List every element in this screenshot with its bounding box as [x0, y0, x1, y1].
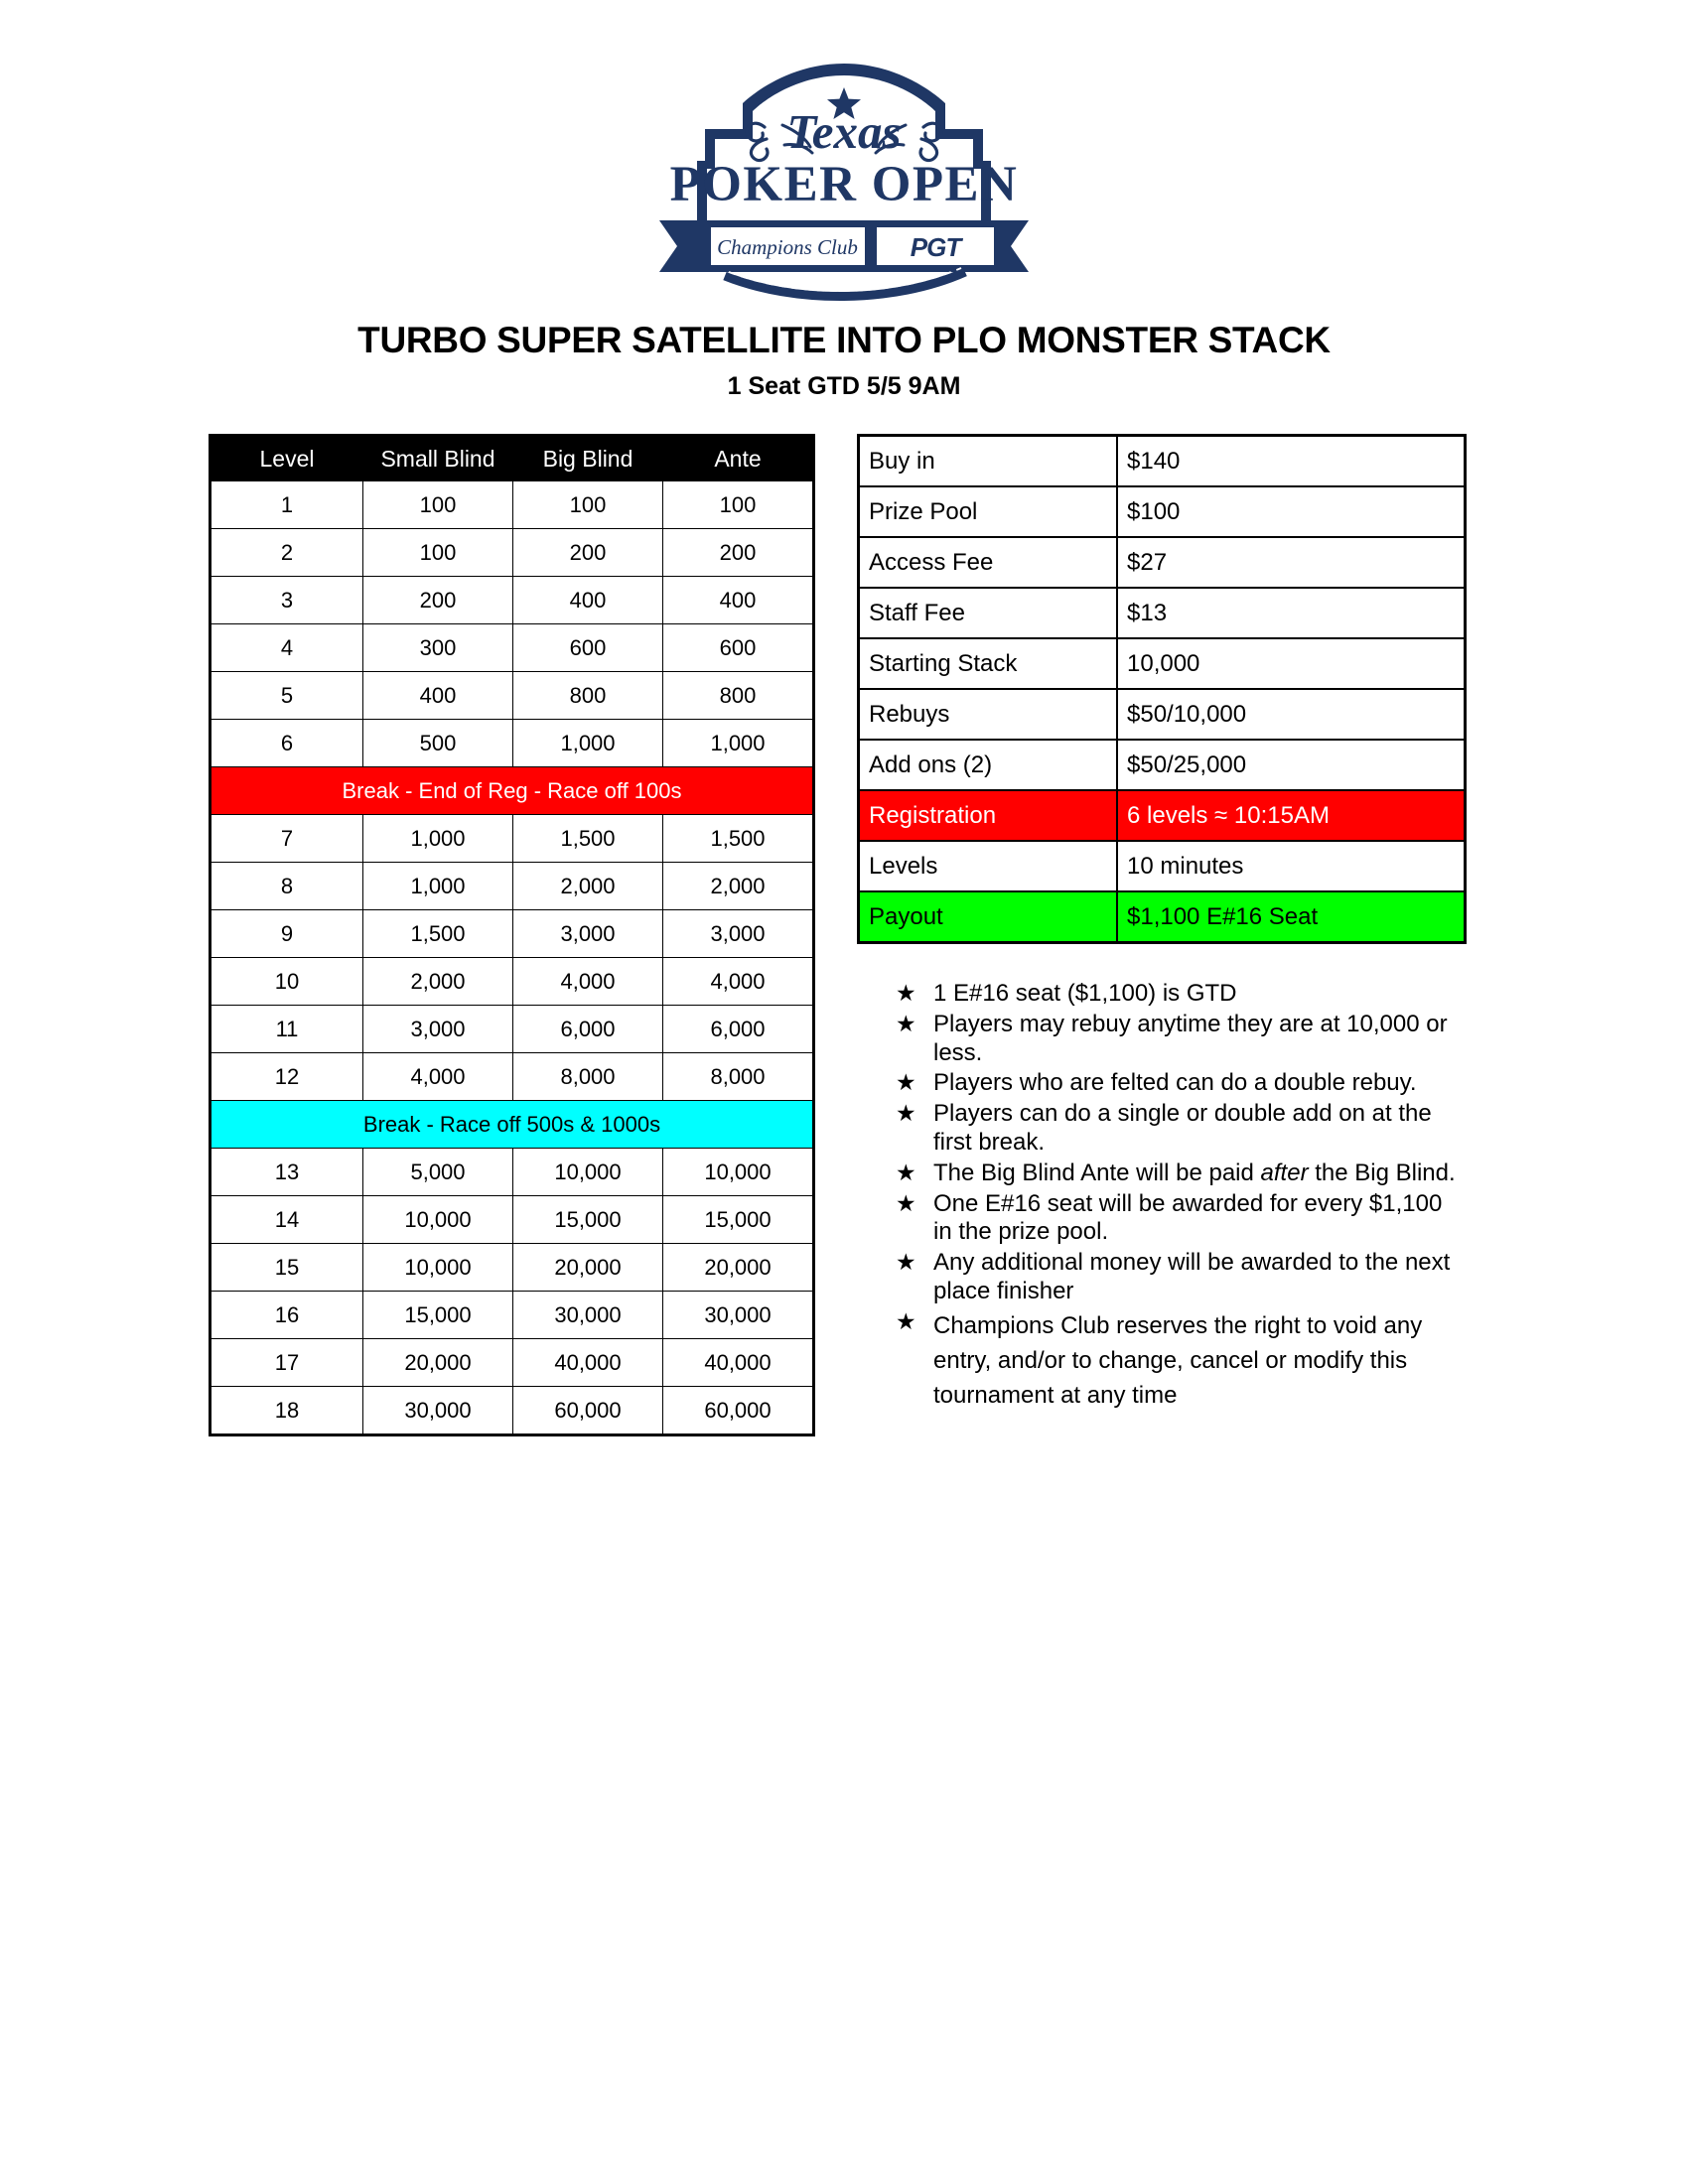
table-row [211, 624, 814, 672]
info-value: $50/25,000 [1117, 740, 1466, 790]
big-blind-cell: 600 [513, 624, 663, 672]
info-value: $140 [1117, 436, 1466, 487]
level-cell: 1 [211, 481, 363, 529]
level-cell: 10 [211, 958, 363, 1006]
tournament-logo [0, 0, 1688, 310]
level-cell: 15 [211, 1244, 363, 1292]
rule-text-pre: The Big Blind Ante will be paid [933, 1159, 1261, 1186]
small-blind-cell: 200 [363, 577, 513, 624]
ante-cell: 200 [663, 529, 814, 577]
list-item [896, 1308, 1467, 1413]
ante-cell: 100 [663, 481, 814, 529]
table-row [211, 910, 814, 958]
info-row [859, 638, 1466, 689]
ante-cell: 600 [663, 624, 814, 672]
table-row [211, 529, 814, 577]
rule-text: Any additional money will be awarded to the next place finisher [933, 1249, 1451, 1304]
info-column [857, 434, 1467, 1415]
ante-cell: 800 [663, 672, 814, 720]
info-label: Starting Stack [859, 638, 1118, 689]
break-label: Break - End of Reg - Race off 100s [211, 767, 814, 815]
ante-cell: 20,000 [663, 1244, 814, 1292]
level-cell: 5 [211, 672, 363, 720]
level-cell: 8 [211, 863, 363, 910]
big-blind-cell: 60,000 [513, 1387, 663, 1435]
list-item [896, 1160, 1467, 1188]
small-blind-cell: 30,000 [363, 1387, 513, 1435]
ante-cell: 30,000 [663, 1292, 814, 1339]
page-title: TURBO SUPER SATELLITE INTO PLO MONSTER STACK [357, 320, 1331, 360]
big-blind-cell: 1,000 [513, 720, 663, 767]
info-value: 10 minutes [1117, 841, 1466, 891]
table-row [211, 577, 814, 624]
info-row [859, 689, 1466, 740]
tournament-info-table [857, 434, 1467, 944]
table-row [211, 1196, 814, 1244]
ante-cell: 3,000 [663, 910, 814, 958]
level-cell: 9 [211, 910, 363, 958]
list-item [896, 980, 1467, 1009]
info-label: Payout [859, 891, 1118, 943]
page-subtitle: 1 Seat GTD 5/5 9AM [727, 372, 961, 400]
column-header-ante: Ante [663, 436, 814, 481]
rule-text: Players can do a single or double add on at the first break. [933, 1100, 1432, 1156]
rule-text: 1 E#16 seat ($1,100) is GTD [933, 980, 1237, 1007]
small-blind-cell: 2,000 [363, 958, 513, 1006]
info-value: $27 [1117, 537, 1466, 588]
ante-cell: 2,000 [663, 863, 814, 910]
info-row [859, 486, 1466, 537]
ante-cell: 15,000 [663, 1196, 814, 1244]
star-bullet-icon: ★ [896, 1100, 916, 1127]
ante-cell: 8,000 [663, 1053, 814, 1101]
table-row [211, 1292, 814, 1339]
info-table-body [859, 436, 1466, 943]
ante-cell: 4,000 [663, 958, 814, 1006]
logo-pgt-badge: PGT [910, 232, 961, 262]
level-cell: 12 [211, 1053, 363, 1101]
small-blind-cell: 400 [363, 672, 513, 720]
logo-ribbon-tail-right [1003, 220, 1029, 272]
structure-break-row [211, 1101, 814, 1149]
big-blind-cell: 200 [513, 529, 663, 577]
rule-text: Champions Club reserves the right to void any entry, and/or to change, cancel or modify this tournament at any time [933, 1311, 1423, 1409]
big-blind-cell: 100 [513, 481, 663, 529]
level-cell: 13 [211, 1149, 363, 1196]
table-row [211, 863, 814, 910]
info-label: Add ons (2) [859, 740, 1118, 790]
big-blind-cell: 40,000 [513, 1339, 663, 1387]
info-value: $1,100 E#16 Seat [1117, 891, 1466, 943]
info-value: $50/10,000 [1117, 689, 1466, 740]
big-blind-cell: 3,000 [513, 910, 663, 958]
small-blind-cell: 3,000 [363, 1006, 513, 1053]
small-blind-cell: 100 [363, 481, 513, 529]
level-cell: 17 [211, 1339, 363, 1387]
small-blind-cell: 1,500 [363, 910, 513, 958]
big-blind-cell: 6,000 [513, 1006, 663, 1053]
info-value: 10,000 [1117, 638, 1466, 689]
info-label: Levels [859, 841, 1118, 891]
info-label: Rebuys [859, 689, 1118, 740]
structure-table-body [211, 481, 814, 1435]
info-label: Staff Fee [859, 588, 1118, 638]
info-label: Registration [859, 790, 1118, 841]
ante-cell: 1,500 [663, 815, 814, 863]
big-blind-cell: 800 [513, 672, 663, 720]
list-item [896, 1249, 1467, 1306]
table-row [211, 1339, 814, 1387]
rule-text: One E#16 seat will be awarded for every $1,100 in the prize pool. [933, 1189, 1443, 1246]
star-bullet-icon: ★ [896, 1307, 916, 1334]
info-label: Buy in [859, 436, 1118, 487]
info-row [859, 588, 1466, 638]
small-blind-cell: 100 [363, 529, 513, 577]
table-row [211, 672, 814, 720]
break-label: Break - Race off 500s & 1000s [211, 1101, 814, 1149]
small-blind-cell: 300 [363, 624, 513, 672]
level-cell: 7 [211, 815, 363, 863]
info-row [859, 891, 1466, 943]
big-blind-cell: 10,000 [513, 1149, 663, 1196]
level-cell: 3 [211, 577, 363, 624]
small-blind-cell: 1,000 [363, 815, 513, 863]
level-cell: 2 [211, 529, 363, 577]
info-label: Access Fee [859, 537, 1118, 588]
structure-break-row [211, 767, 814, 815]
small-blind-cell: 1,000 [363, 863, 513, 910]
big-blind-cell: 400 [513, 577, 663, 624]
table-row [211, 720, 814, 767]
big-blind-cell: 1,500 [513, 815, 663, 863]
structure-table-head [211, 436, 814, 481]
star-bullet-icon: ★ [896, 1010, 916, 1036]
logo-bottom-arc [725, 272, 965, 297]
table-row [211, 815, 814, 863]
small-blind-cell: 10,000 [363, 1196, 513, 1244]
logo-brand-main: POKER OPEN [669, 157, 1019, 212]
level-cell: 4 [211, 624, 363, 672]
content-area [0, 434, 1688, 1436]
rule-text: Players who are felted can do a double rebuy. [933, 1069, 1417, 1097]
info-row [859, 740, 1466, 790]
level-cell: 6 [211, 720, 363, 767]
level-cell: 16 [211, 1292, 363, 1339]
ante-cell: 10,000 [663, 1149, 814, 1196]
level-cell: 11 [211, 1006, 363, 1053]
small-blind-cell: 20,000 [363, 1339, 513, 1387]
info-value: 6 levels ≈ 10:15AM [1117, 790, 1466, 841]
info-value: $100 [1117, 486, 1466, 537]
table-row [211, 1244, 814, 1292]
column-header-level: Level [211, 436, 363, 481]
level-cell: 14 [211, 1196, 363, 1244]
info-value: $13 [1117, 588, 1466, 638]
list-item [896, 1190, 1467, 1248]
info-row [859, 436, 1466, 487]
level-cell: 18 [211, 1387, 363, 1435]
rule-text-emphasis: after [1260, 1159, 1309, 1186]
rule-text: Players may rebuy anytime they are at 10,000 or less. [933, 1010, 1448, 1066]
small-blind-cell: 10,000 [363, 1244, 513, 1292]
ante-cell: 6,000 [663, 1006, 814, 1053]
big-blind-cell: 8,000 [513, 1053, 663, 1101]
table-row [211, 1387, 814, 1435]
ante-cell: 40,000 [663, 1339, 814, 1387]
star-bullet-icon: ★ [896, 1249, 916, 1276]
blind-structure-table [209, 434, 815, 1436]
column-header-small-blind: Small Blind [363, 436, 513, 481]
rule-text [933, 1160, 1467, 1188]
list-item [896, 1069, 1467, 1098]
table-row [211, 481, 814, 529]
ante-cell: 1,000 [663, 720, 814, 767]
logo-brand-top: Texas [786, 104, 902, 159]
star-bullet-icon: ★ [896, 1159, 916, 1185]
table-row [211, 1149, 814, 1196]
logo-ribbon-left-label: Champions Club [717, 235, 858, 259]
info-label: Prize Pool [859, 486, 1118, 537]
table-row [211, 1006, 814, 1053]
list-item [896, 1011, 1467, 1068]
small-blind-cell: 5,000 [363, 1149, 513, 1196]
info-row [859, 841, 1466, 891]
big-blind-cell: 20,000 [513, 1244, 663, 1292]
star-bullet-icon: ★ [896, 1069, 916, 1096]
big-blind-cell: 30,000 [513, 1292, 663, 1339]
big-blind-cell: 15,000 [513, 1196, 663, 1244]
small-blind-cell: 500 [363, 720, 513, 767]
big-blind-cell: 2,000 [513, 863, 663, 910]
texas-poker-open-logo [616, 42, 1072, 310]
logo-ribbon-tail-left [659, 220, 685, 272]
info-row [859, 790, 1466, 841]
small-blind-cell: 15,000 [363, 1292, 513, 1339]
rule-text-post: the Big Blind. [1308, 1159, 1456, 1186]
star-bullet-icon: ★ [896, 980, 916, 1006]
table-row [211, 1053, 814, 1101]
star-bullet-icon: ★ [896, 1189, 916, 1216]
small-blind-cell: 4,000 [363, 1053, 513, 1101]
tournament-rules-list [857, 980, 1467, 1413]
info-row [859, 537, 1466, 588]
structure-header-row [211, 436, 814, 481]
ante-cell: 60,000 [663, 1387, 814, 1435]
ante-cell: 400 [663, 577, 814, 624]
column-header-big-blind: Big Blind [513, 436, 663, 481]
big-blind-cell: 4,000 [513, 958, 663, 1006]
list-item [896, 1100, 1467, 1158]
table-row [211, 958, 814, 1006]
